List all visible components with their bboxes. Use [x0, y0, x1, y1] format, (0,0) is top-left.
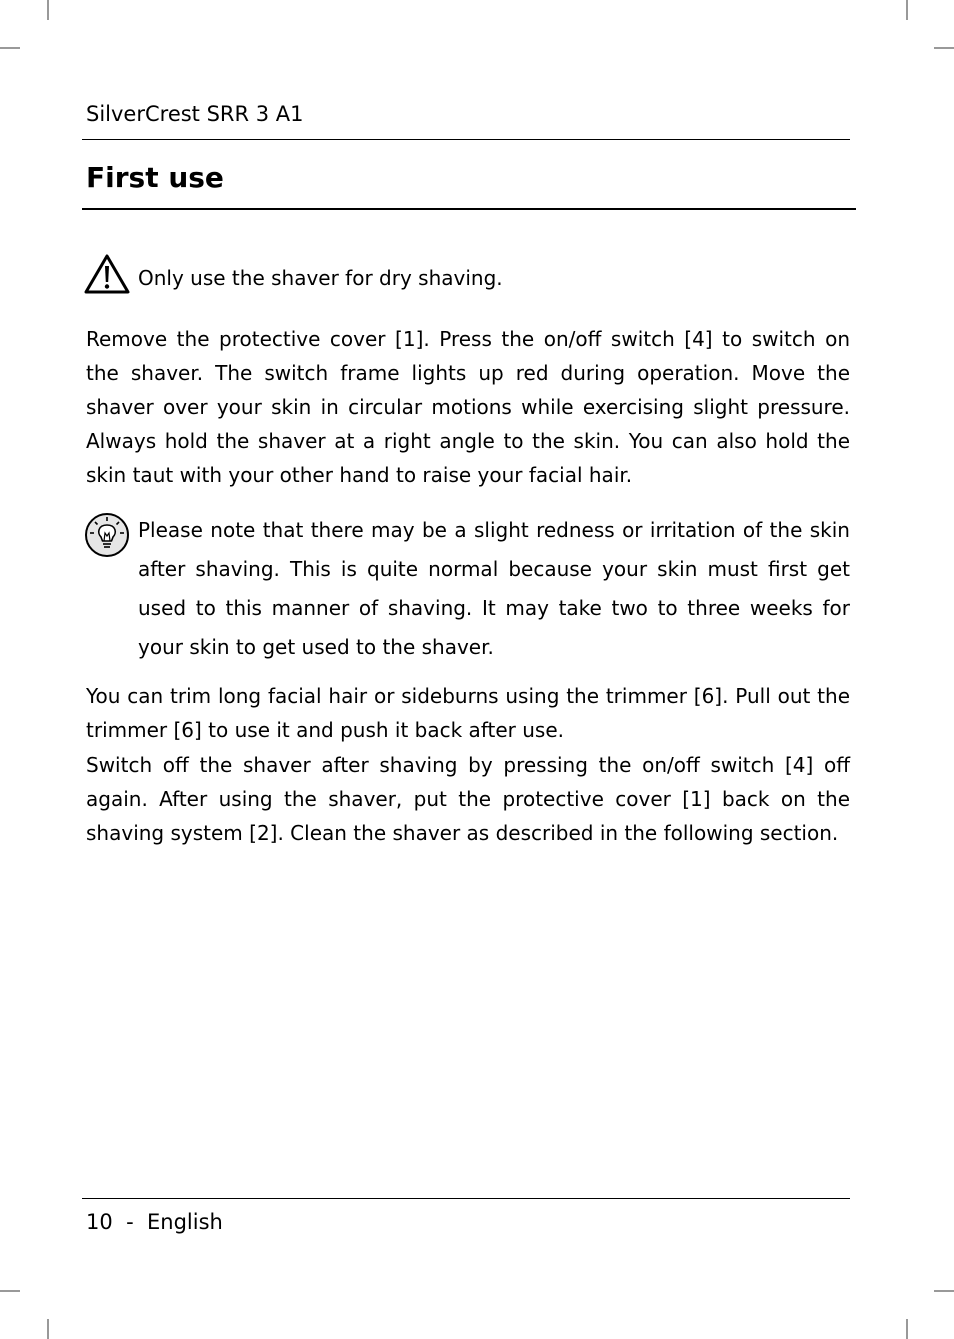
header-rule [82, 139, 850, 140]
trimmer-paragraph: You can trim long facial hair or sideburns using the trimmer [6]. Pull out the trimmer [6] to use it and push it back after use. [86, 684, 850, 742]
footer-rule [82, 1198, 850, 1199]
crop-mark [906, 0, 908, 20]
crop-mark [0, 1290, 20, 1292]
switch-off-paragraph: Switch off the shaver after shaving by pressing the on/off switch [4] off again. After using the shaver, put the protective cover [1] back on the shaving system [2]. Clean the shaver as described in the following section. [86, 753, 850, 845]
crop-mark [0, 47, 20, 49]
section-title-rule [82, 208, 856, 210]
warning-note [84, 254, 854, 298]
lightbulb-icon [84, 512, 130, 558]
warning-text: Only use the shaver for dry shaving. [138, 266, 503, 290]
tip-text: Please note that there may be a slight redness or irritation of the skin after shaving. This is quite normal because your skin must first get used to this manner of shaving. It may take two to three weeks for your skin to get used to the shaver. [138, 518, 850, 659]
crop-mark [47, 1319, 49, 1339]
warning-triangle-icon [84, 254, 130, 294]
crop-mark [906, 1319, 908, 1339]
page-footer: 10 - English [86, 1210, 223, 1234]
crop-mark [934, 47, 954, 49]
section-title: First use [86, 161, 224, 194]
crop-mark [934, 1290, 954, 1292]
crop-mark [47, 0, 49, 20]
instructions-paragraph: Remove the protective cover [1]. Press the on/off switch [4] to switch on the shaver. The switch frame lights up red during operation. Move the shaver over your skin in circular motions while exercising slight pressure. Always hold the shaver at a right angle to the skin. You can also hold the skin taut with your other hand to raise your facial hair. [86, 327, 850, 487]
running-header: SilverCrest SRR 3 A1 [86, 102, 304, 126]
